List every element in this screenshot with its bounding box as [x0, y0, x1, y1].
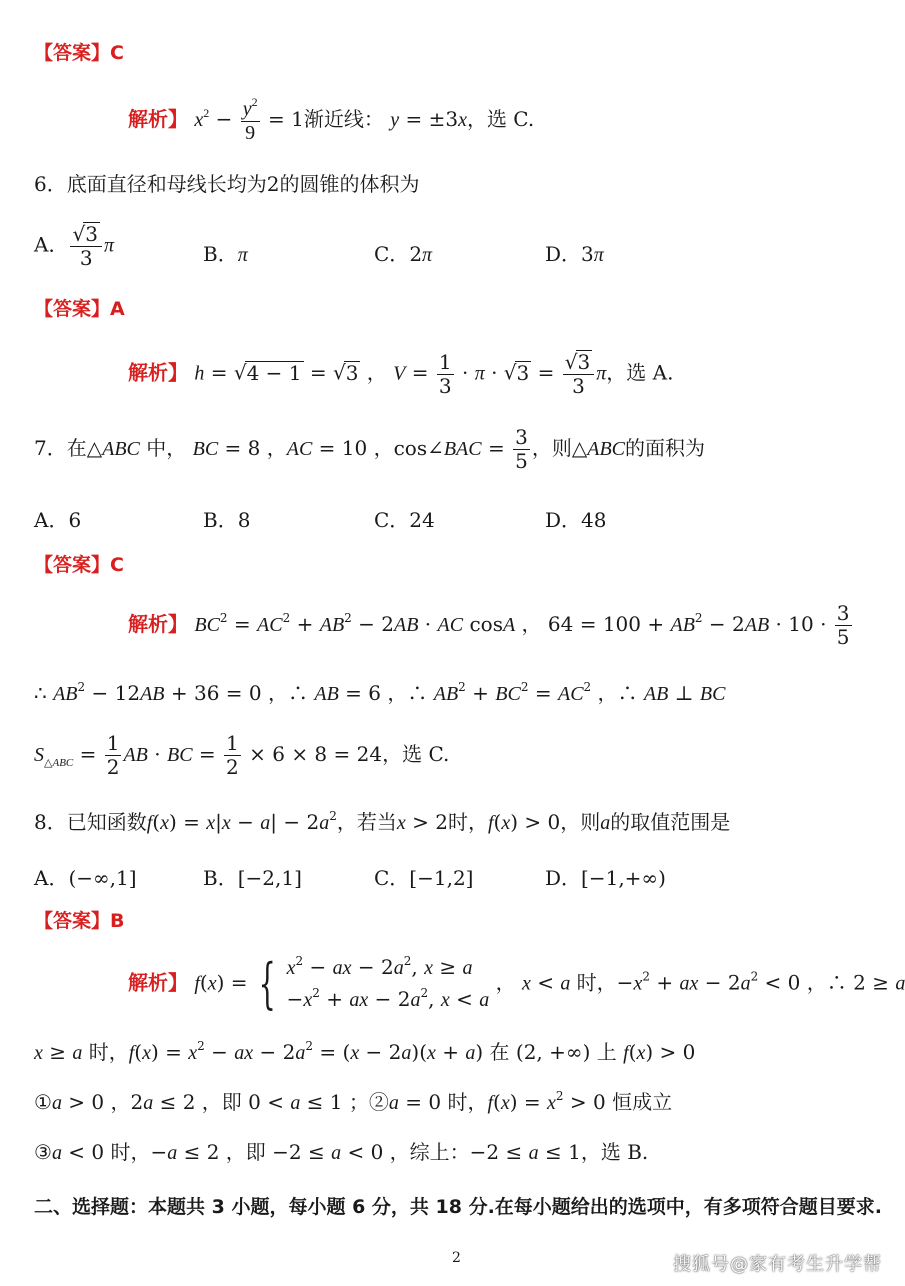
answer-q8: 【答案】B [34, 910, 125, 932]
analysis-q8-line3: ①a > 0 ，2a ≤ 2 ，即 0 < a ≤ 1 ；②a = 0 时，$f(x) = x^2 > 0$ 恒成立 [34, 1089, 673, 1114]
q6-option-b: B．π [203, 242, 248, 266]
q6-option-d: D．3π [545, 242, 604, 266]
analysis-q8-line2: x ≥ a 时，$f(x) = x^2$ − ax − $2a^2 = (x - 2a)(x + a)$ 在 (2, +∞) 上 f(x) > 0 [34, 1039, 696, 1064]
watermark: 搜狐号@家有考生升学帮 [673, 1254, 882, 1275]
answer-q5: 【答案】C [34, 42, 124, 64]
q7-option-a: A．6 [34, 508, 82, 532]
analysis-q6: 解析】 h = √4 − 1 = √3 ， V = $\frac{1}{3}$ · π · √3 = $\frac{√3}{3}$ π，选 A. [128, 349, 674, 398]
q8-option-a: A．(−∞,1] [34, 866, 137, 890]
question-8-stem: 8．已知函数$f(x) = x|x - a| - 2a^2$，若当x > 2时，f(x) > 0，则a的取值范围是 [34, 809, 731, 834]
analysis-q8-line4: ③a < 0 时，−a ≤ 2 ，即 −2 ≤ a < 0 ，综上：−2 ≤ a ≤ 1，选 B. [34, 1140, 649, 1164]
q8-option-d: D．[−1,+∞) [545, 866, 666, 890]
analysis-q5: 解析】 $x^2$ − $\frac{y^2}{9}$ = 1渐近线： y = ±3x，选 C. [128, 95, 535, 144]
q7-option-b: B．8 [203, 508, 251, 532]
page-number: 2 [452, 1250, 461, 1266]
analysis-q7: 解析】 $BC^2 = AC^2 + AB^2 - 2AB$ · AC cosA ， $64 = 100 + AB^2 - 2AB \cdot 10$ · $\frac{3}{5}$ [128, 601, 850, 649]
q6-option-c: C．2π [374, 242, 433, 266]
q7-option-d: D．48 [545, 508, 607, 532]
answer-q7: 【答案】C [34, 554, 124, 576]
q8-option-c: C．[−1,2] [374, 866, 474, 890]
analysis-q7-line3: $S_{\triangle ABC}$ = $\frac{1}{2}$ AB · BC = $\frac{1}{2}$ × 6 × 8 = 24，选 C. [34, 731, 450, 779]
analysis-q8: 解析】 f(x) = { $x^2$ − ax − $2a^2$, x ≥ a $-x^2$ + ax − $2a^2$, x < a ， x < a 时，$-x^2$ + ax − $2a^2 < 0$ ，∴ 2 ≥ a [128, 952, 905, 1015]
q6-option-a: A． $\frac{√3}{3}$ π [34, 222, 114, 270]
question-6-stem: 6．底面直径和母线长均为2的圆锥的体积为 [34, 172, 420, 196]
q8-option-b: B．[−2,1] [203, 866, 302, 890]
question-7-stem: 7．在△ABC 中， BC = 8 ，AC = 10 ，cos∠BAC = $\frac{3}{5}$ ，则△ABC的面积为 [34, 425, 706, 473]
q7-option-c: C．24 [374, 508, 435, 532]
section-two-heading: 二、选择题：本题共 3 小题，每小题 6 分，共 18 分.在每小题给出的选项中，有多项符合题目要求. [34, 1196, 883, 1218]
answer-q6: 【答案】A [34, 298, 125, 320]
analysis-q7-line2: ∴ $AB^2 - 12AB + 36 = 0$ ，∴ AB = 6 ，∴ $AB^2 + BC^2 = AC^2$ ，∴ AB ⊥ BC [34, 680, 726, 705]
